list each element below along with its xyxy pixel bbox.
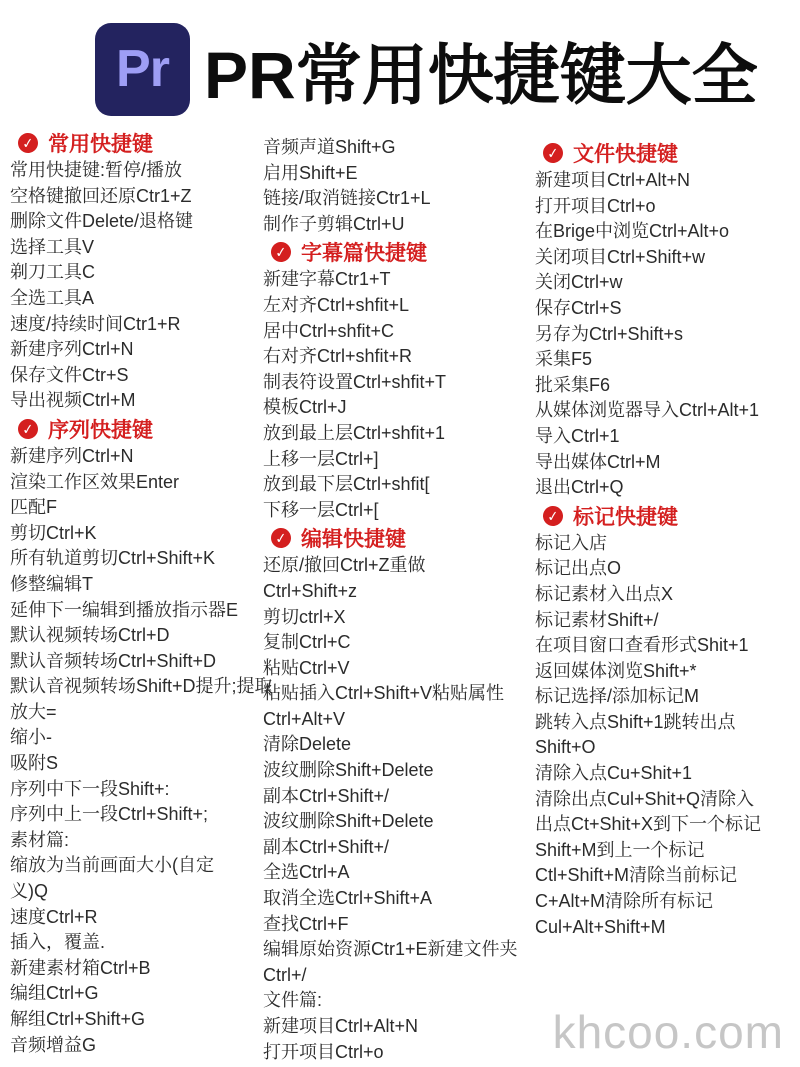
shortcut-line: 打开项目Ctrl+o [263, 1041, 384, 1062]
shortcut-line: 在项目窗口查看形式Shit+1 [535, 635, 749, 656]
shortcut-line: 常用快捷键:暂停/播放 [10, 160, 183, 180]
shortcut-line: 选择工具V [10, 236, 95, 257]
shortcut-line: Ctrl+Shift+z [263, 580, 358, 601]
header [0, 0, 800, 122]
shortcut-line: 打开项目Ctrl+o [535, 195, 656, 216]
shortcut-line: 保存Ctrl+S [535, 297, 622, 318]
premiere-pro-logo [95, 23, 190, 116]
shortcut-line: 链接/取消链接Ctr1+L [263, 188, 431, 209]
shortcut-line: 保存文件Ctr+S [10, 364, 129, 385]
shortcut-line: 新建序列Ctrl+N [10, 445, 134, 466]
section-header [10, 414, 263, 444]
shortcut-line: 匹配F [10, 497, 57, 518]
shortcut-line: 副本Ctrl+Shift+/ [263, 785, 390, 806]
shortcut-line: 导入Ctrl+1 [535, 425, 620, 446]
shortcut-line: 关闭项目Ctrl+Shift+w [535, 246, 706, 267]
column-common-and-sequence [10, 128, 273, 1058]
shortcut-line: 清除出点Cul+Shit+Q清除入 [535, 788, 755, 809]
shortcut-line: 左对齐Ctrl+shfit+L [263, 294, 410, 315]
shortcut-line: 批采集F6 [535, 374, 611, 395]
shortcut-line: 导出视频Ctrl+M [10, 390, 136, 411]
check-icon: ✓ [270, 527, 292, 549]
section-header [535, 501, 790, 531]
shortcut-line: 剪切ctrl+X [263, 606, 346, 627]
shortcut-line: 波纹删除Shift+Delete [263, 760, 434, 781]
check-icon: ✓ [270, 241, 292, 263]
shortcut-line: 在Brige中浏览Ctrl+Alt+o [535, 221, 730, 242]
shortcut-line: 标记素材Shift+/ [535, 609, 659, 630]
section-title: 常用快捷键 [48, 133, 153, 156]
shortcut-line: 全选Ctrl+A [263, 862, 350, 883]
shortcut-line: Ctl+Shift+M清除当前标记 [535, 865, 738, 886]
page-title: PR常用快捷键大全 [204, 37, 758, 112]
shortcut-line: 剃刀工具C [10, 262, 95, 283]
shortcut-line: 跳转入点Shift+1跳转出点 [535, 711, 736, 732]
shortcut-line: 新建项目Ctrl+Alt+N [263, 1016, 419, 1036]
shortcut-line: 清除Delete [263, 734, 352, 755]
shortcut-line: 文件篇: [263, 990, 323, 1011]
shortcut-line: 启用Shift+E [263, 162, 358, 183]
shortcut-line: 取消全选Ctrl+Shift+A [263, 888, 433, 909]
shortcut-line: 解组Ctrl+Shift+G [10, 1009, 146, 1029]
shortcut-line: 默认音视频转场Shift+D提升;提取 [10, 676, 273, 697]
shortcut-line: 音频声道Shift+G [263, 137, 396, 157]
column-subtitle-and-edit [263, 128, 535, 1065]
shortcut-line: 义)Q [10, 881, 48, 902]
shortcut-line: C+Alt+M清除所有标记 [535, 891, 714, 912]
shortcut-line: 渲染工作区效果Enter [10, 471, 180, 492]
shortcut-line: 标记出点O [535, 558, 622, 579]
shortcut-line: 放大= [10, 701, 57, 722]
shortcut-line: 采集F5 [535, 349, 593, 370]
shortcut-line: 出点Ct+Shit+X到下一个标记 [535, 814, 762, 835]
shortcut-line: 修整编辑T [10, 573, 93, 594]
shortcut-line: 插入，覆盖. [10, 932, 106, 953]
shortcut-line: 从媒体浏览器导入Ctrl+Alt+1 [535, 400, 760, 421]
shortcut-line: 放到最下层Ctrl+shfit[ [263, 474, 430, 495]
shortcut-line: 新建项目Ctrl+Alt+N [535, 170, 691, 190]
shortcut-line: 标记入店 [535, 532, 607, 553]
watermark: khcoo.com [552, 1006, 784, 1058]
section-title: 序列快捷键 [48, 418, 153, 442]
section-title: 标记快捷键 [573, 505, 678, 529]
shortcut-line: 默认视频转场Ctrl+D [10, 625, 170, 646]
shortcut-line: 编组Ctrl+G [10, 983, 99, 1004]
shortcut-line: Ctrl+Alt+V [263, 708, 346, 729]
shortcut-line: 退出Ctrl+Q [535, 477, 624, 498]
shortcut-line: 删除文件Delete/退格键 [10, 211, 194, 232]
shortcut-line: 空格键撤回还原Ctr1+Z [10, 185, 192, 206]
shortcut-line: 标记素材入出点X [535, 583, 674, 604]
shortcut-line: 吸附S [10, 753, 59, 774]
shortcut-line: Shift+O [535, 737, 596, 758]
shortcut-line: 新建素材箱Ctrl+B [10, 957, 151, 978]
column-file-and-marker [535, 128, 790, 940]
shortcut-line: 关闭Ctrl+w [535, 272, 623, 293]
shortcut-line: 序列中上一段Ctrl+Shift+; [10, 804, 209, 825]
shortcut-line: 查找Ctrl+F [263, 913, 349, 934]
shortcut-line: 音频增益G [10, 1034, 97, 1055]
shortcut-line: 新建序列Ctrl+N [10, 339, 134, 360]
shortcut-line: 返回媒体浏览Shift+* [535, 660, 697, 681]
section-title: 编辑快捷键 [301, 528, 406, 552]
shortcut-line: 默认音频转场Ctrl+Shift+D [10, 650, 217, 671]
shortcut-line: 制作子剪辑Ctrl+U [263, 213, 405, 234]
shortcut-line: 上移一层Ctrl+] [263, 448, 379, 469]
shortcut-line: Cul+Alt+Shift+M [535, 916, 666, 937]
shortcut-line: 延伸下一编辑到播放指示器E [10, 599, 239, 620]
section-header [535, 138, 790, 168]
shortcut-line: 制表符设置Ctrl+shfit+T [263, 371, 447, 392]
shortcut-line: 右对齐Ctrl+shfit+R [263, 346, 413, 367]
section-header [10, 128, 263, 158]
shortcut-line: 速度/持续时间Ctr1+R [10, 313, 181, 334]
shortcut-line: 居中Ctrl+shfit+C [263, 320, 395, 341]
shortcut-line: 剪切Ctrl+K [10, 522, 97, 543]
shortcut-line: 波纹删除Shift+Delete [263, 811, 434, 832]
check-icon: ✓ [17, 418, 39, 440]
section-header [263, 523, 535, 553]
check-icon: ✓ [17, 132, 39, 154]
shortcut-line: 全选工具A [10, 287, 95, 308]
shortcut-line: 素材篇: [10, 829, 70, 850]
shortcut-line: Shift+M到上一个标记 [535, 839, 705, 860]
shortcut-line: Ctrl+/ [263, 964, 307, 985]
shortcut-line: 下移一层Ctrl+[ [263, 499, 379, 520]
shortcut-line: 标记选择/添加标记M [535, 686, 699, 707]
shortcut-line: 粘贴插入Ctrl+Shift+V粘贴属性 [263, 683, 505, 704]
premiere-pro-logo-text: Pr [116, 40, 169, 98]
shortcut-line: 序列中下一段Shift+: [10, 778, 170, 799]
shortcut-line: 放到最上层Ctrl+shfit+1 [263, 422, 446, 443]
check-icon: ✓ [542, 142, 564, 164]
section-header [263, 237, 535, 267]
shortcut-line: 新建字幕Ctr1+T [263, 269, 391, 290]
shortcut-line: 模板Ctrl+J [263, 397, 347, 418]
shortcut-line: 缩放为当前画面大小(自定 [10, 855, 214, 876]
section-title: 文件快捷键 [573, 143, 678, 166]
shortcut-line: 粘贴Ctrl+V [263, 657, 350, 678]
shortcut-line: 副本Ctrl+Shift+/ [263, 836, 390, 857]
shortcut-line: 速度Ctrl+R [10, 906, 98, 927]
shortcut-line: 缩小- [10, 727, 52, 748]
shortcut-line: 导出媒体Ctrl+M [535, 451, 661, 472]
check-icon: ✓ [542, 505, 564, 527]
shortcut-line: 清除入点Cu+Shit+1 [535, 763, 693, 784]
section-title: 字幕篇快捷键 [301, 242, 427, 266]
shortcut-line: 所有轨道剪切Ctrl+Shift+K [10, 548, 216, 569]
shortcut-line: 另存为Ctrl+Shift+s [535, 323, 684, 344]
shortcut-line: 复制Ctrl+C [263, 632, 351, 653]
shortcut-columns [0, 122, 800, 1065]
shortcut-line: 编辑原始资源Ctr1+E新建文件夹 [263, 939, 518, 960]
shortcut-line: 还原/撤回Ctrl+Z重做 [263, 555, 426, 576]
